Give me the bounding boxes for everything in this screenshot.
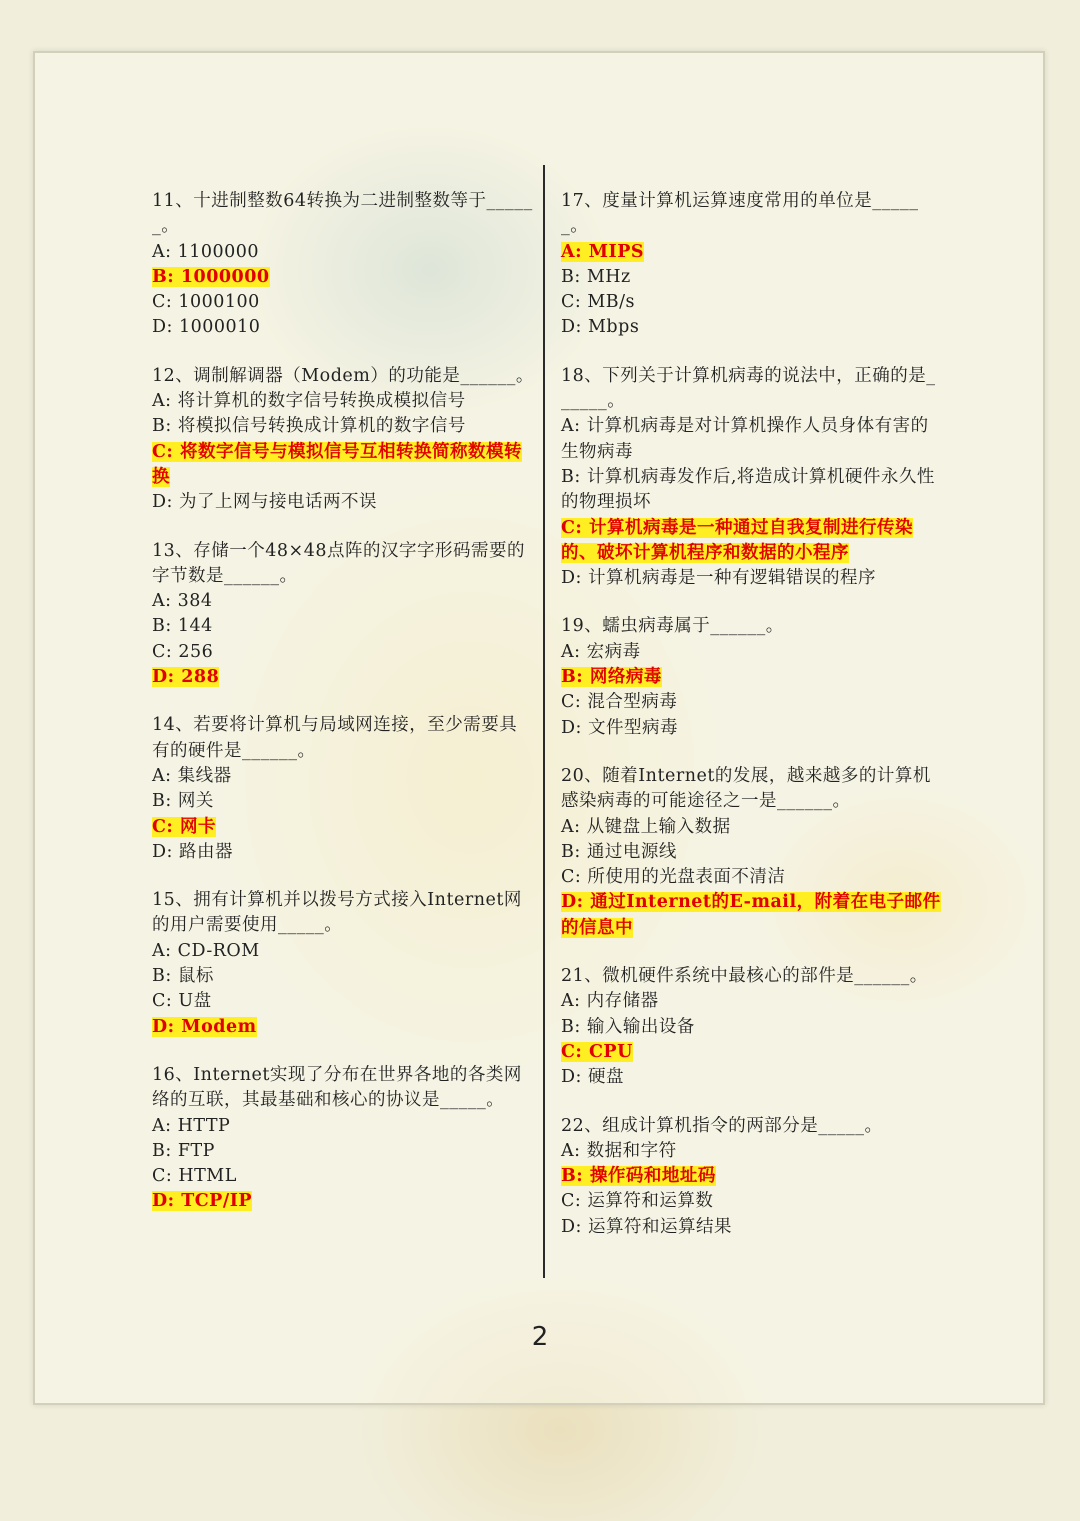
option-text: C: U盘 — [152, 991, 212, 1012]
answer-option — [561, 290, 943, 315]
answer-option — [152, 764, 534, 789]
question-stem: 21、微机硬件系统中最核心的部件是______。 — [561, 966, 928, 987]
question-block — [561, 764, 943, 941]
question-stem: 20、随着Internet的发展，越来越多的计算机感染病毒的可能途径之一是______。 — [561, 765, 931, 812]
answer-option — [152, 789, 534, 814]
correct-answer-highlight: C: 将数字信号与模拟信号互相转换简称数模转换 — [152, 441, 522, 487]
left-column — [152, 189, 534, 1238]
answer-option — [152, 989, 534, 1014]
answer-option — [152, 939, 534, 964]
answer-option — [561, 1015, 943, 1040]
option-text: D: 路由器 — [152, 841, 233, 862]
option-text: A: CD-ROM — [152, 940, 260, 961]
correct-answer-highlight: A: MIPS — [561, 241, 644, 262]
answer-option — [561, 1189, 943, 1214]
answer-option — [152, 1164, 534, 1189]
question-stem: 19、蠕虫病毒属于______。 — [561, 616, 784, 637]
answer-option — [561, 865, 943, 890]
answer-option — [152, 589, 534, 614]
answer-option — [561, 516, 943, 567]
answer-option — [561, 1164, 943, 1189]
question-block — [152, 713, 534, 865]
question-stem: 18、下列关于计算机病毒的说法中，正确的是______。 — [561, 365, 936, 412]
answer-option — [561, 690, 943, 715]
answer-option — [561, 1040, 943, 1065]
answer-option — [152, 389, 534, 414]
option-text: A: 1100000 — [152, 241, 260, 262]
question-block — [561, 614, 943, 740]
answer-option — [152, 490, 534, 515]
question-block — [152, 888, 534, 1040]
answer-option — [561, 1215, 943, 1240]
correct-answer-highlight: D: Modem — [152, 1016, 257, 1037]
correct-answer-highlight: B: 1000000 — [152, 266, 270, 287]
page-number: 2 — [531, 1322, 549, 1352]
question-stem: 16、Internet实现了分布在世界各地的各类网络的互联，其最基础和核心的协议是_____。 — [152, 1064, 522, 1111]
right-column — [561, 189, 943, 1263]
answer-option — [152, 240, 534, 265]
answer-option — [152, 964, 534, 989]
option-text: C: 所使用的光盘表面不清洁 — [561, 867, 786, 888]
answer-option — [152, 1114, 534, 1139]
option-text: C: 1000100 — [152, 292, 260, 313]
option-text: A: 内存储器 — [561, 991, 659, 1012]
option-text: B: FTP — [152, 1140, 215, 1161]
option-text: C: 混合型病毒 — [561, 692, 678, 713]
option-text: B: 144 — [152, 616, 213, 637]
option-text: B: 输入输出设备 — [561, 1016, 695, 1037]
option-text: D: 为了上网与接电话两不误 — [152, 492, 377, 513]
option-text: A: 从键盘上输入数据 — [561, 816, 731, 837]
answer-option — [152, 440, 534, 491]
question-stem: 12、调制解调器（Modem）的功能是______。 — [152, 365, 534, 386]
answer-option — [152, 1139, 534, 1164]
question-block — [561, 189, 943, 341]
option-text: D: Mbps — [561, 317, 640, 338]
option-text: C: 运算符和运算数 — [561, 1191, 714, 1212]
answer-option — [152, 414, 534, 439]
answer-option — [561, 665, 943, 690]
option-text: A: 将计算机的数字信号转换成模拟信号 — [152, 391, 466, 412]
answer-option — [561, 315, 943, 340]
answer-option — [152, 815, 534, 840]
option-text: B: 通过电源线 — [561, 841, 677, 862]
question-block — [152, 1063, 534, 1215]
answer-option — [152, 665, 534, 690]
answer-option — [152, 840, 534, 865]
option-text: C: MB/s — [561, 292, 636, 313]
answer-option — [561, 465, 943, 516]
question-block — [561, 364, 943, 592]
option-text: A: 集线器 — [152, 765, 232, 786]
answer-option — [561, 840, 943, 865]
column-divider — [543, 165, 545, 1278]
option-text: C: 256 — [152, 641, 214, 662]
correct-answer-highlight: C: CPU — [561, 1041, 633, 1062]
answer-option — [561, 640, 943, 665]
option-text: A: 数据和字符 — [561, 1140, 677, 1161]
answer-option — [152, 1189, 534, 1214]
question-stem: 22、组成计算机指令的两部分是_____。 — [561, 1115, 883, 1136]
answer-option — [561, 890, 943, 941]
option-text: D: 计算机病毒是一种有逻辑错误的程序 — [561, 568, 876, 589]
option-text: B: 计算机病毒发作后,将造成计算机硬件永久性的物理损坏 — [561, 466, 935, 513]
option-text: B: 网关 — [152, 791, 214, 812]
question-stem: 13、存储一个48×48点阵的汉字字形码需要的字节数是______。 — [152, 540, 525, 586]
answer-option — [152, 315, 534, 340]
answer-option — [561, 265, 943, 290]
answer-option — [561, 1139, 943, 1164]
answer-option — [152, 640, 534, 665]
correct-answer-highlight: C: 网卡 — [152, 816, 216, 837]
answer-option — [152, 290, 534, 315]
option-text: A: 计算机病毒是对计算机操作人员身体有害的生物病毒 — [561, 416, 929, 462]
option-text: A: HTTP — [152, 1115, 231, 1136]
question-block — [561, 1114, 943, 1240]
answer-option — [561, 240, 943, 265]
question-block — [152, 539, 534, 691]
answer-option — [561, 566, 943, 591]
option-text: B: MHz — [561, 266, 631, 287]
answer-option — [561, 1065, 943, 1090]
correct-answer-highlight: B: 网络病毒 — [561, 667, 662, 688]
question-stem: 11、十进制整数64转换为二进制整数等于______。 — [152, 191, 533, 237]
option-text: C: HTML — [152, 1166, 237, 1187]
option-text: A: 宏病毒 — [561, 641, 641, 662]
option-text: D: 硬盘 — [561, 1067, 624, 1088]
correct-answer-highlight: D: 288 — [152, 667, 220, 688]
option-text: D: 运算符和运算结果 — [561, 1216, 732, 1237]
answer-option — [152, 1015, 534, 1040]
correct-answer-highlight: B: 操作码和地址码 — [561, 1166, 716, 1187]
answer-option — [152, 265, 534, 290]
correct-answer-highlight: D: 通过Internet的E-mail，附着在电子邮件的信息中 — [561, 892, 941, 938]
option-text: D: 1000010 — [152, 317, 261, 338]
answer-option — [561, 815, 943, 840]
option-text: A: 384 — [152, 591, 213, 612]
option-text: D: 文件型病毒 — [561, 717, 678, 738]
correct-answer-highlight: C: 计算机病毒是一种通过自我复制进行传染的、破坏计算机程序和数据的小程序 — [561, 517, 913, 563]
question-block — [152, 364, 534, 516]
option-text: B: 将模拟信号转换成计算机的数字信号 — [152, 416, 466, 437]
question-block — [561, 964, 943, 1090]
answer-option — [561, 989, 943, 1014]
answer-option — [561, 414, 943, 465]
option-text: B: 鼠标 — [152, 966, 214, 987]
question-block — [152, 189, 534, 341]
question-stem: 15、拥有计算机并以拨号方式接入Internet网的用户需要使用_____。 — [152, 890, 522, 936]
question-stem: 17、度量计算机运算速度常用的单位是______。 — [561, 191, 919, 237]
answer-option — [152, 614, 534, 639]
answer-option — [561, 716, 943, 741]
correct-answer-highlight: D: TCP/IP — [152, 1191, 253, 1212]
question-stem: 14、若要将计算机与局域网连接，至少需要具有的硬件是______。 — [152, 715, 518, 761]
